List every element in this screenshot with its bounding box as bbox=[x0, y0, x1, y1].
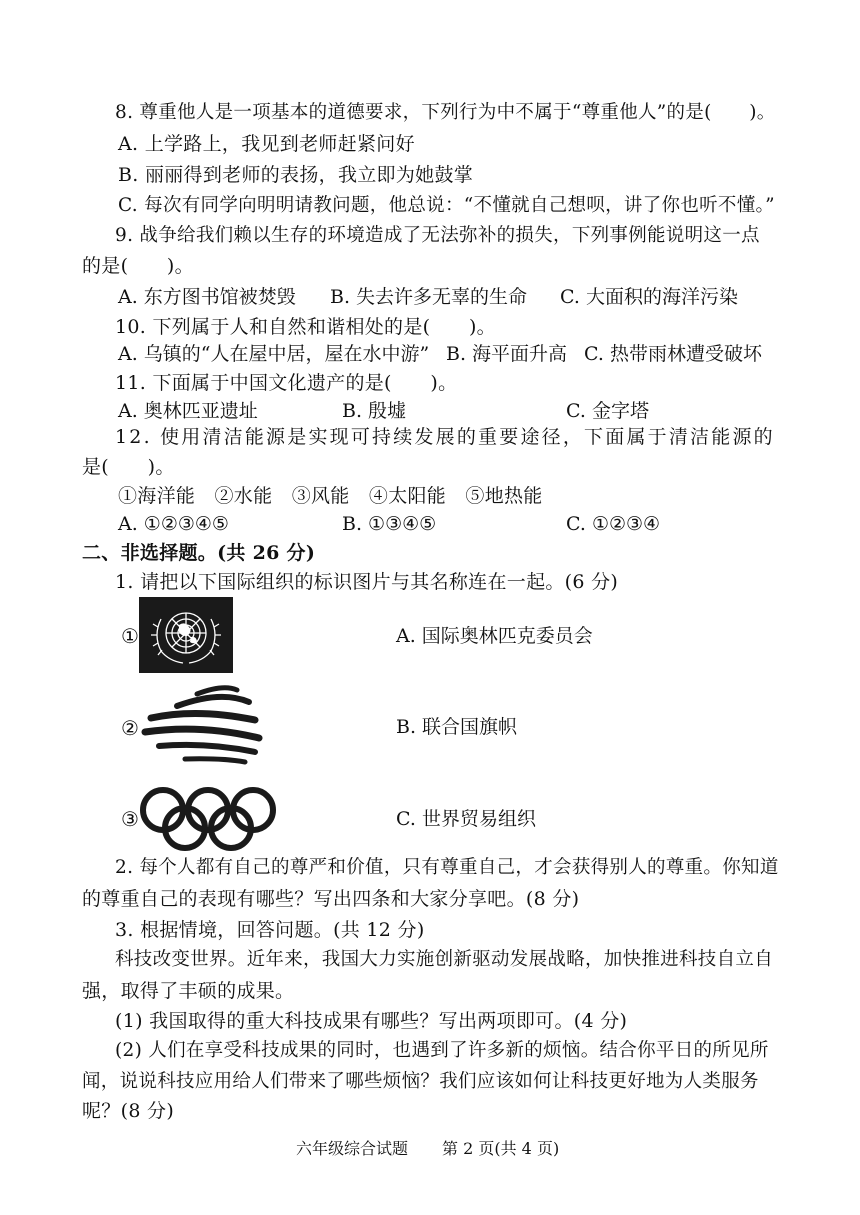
match-marker-2: ② bbox=[121, 716, 139, 740]
q11-option-b: B. 殷墟 bbox=[342, 400, 407, 422]
s2-q3-sub1: (1) 我国取得的重大科技成果有哪些？写出两项即可。(4 分) bbox=[115, 1010, 628, 1032]
wto-logo-icon[interactable] bbox=[137, 682, 267, 770]
s2-q3-stem: 3. 根据情境，回答问题。(共 12 分) bbox=[115, 919, 425, 941]
q12-option-b: B. ①③④⑤ bbox=[342, 513, 437, 535]
q12-option-a: A. ①②③④⑤ bbox=[118, 513, 229, 535]
un-emblem-icon[interactable] bbox=[139, 597, 233, 673]
match-name-a: A. 国际奥林匹克委员会 bbox=[396, 625, 593, 647]
s2-q3-context-line-1: 科技改变世界。近年来，我国大力实施创新驱动发展战略，加快推进科技自立自 bbox=[115, 949, 774, 970]
q11-option-c: C. 金字塔 bbox=[566, 400, 649, 422]
s2-q2-line-1: 2. 每个人都有自己的尊严和价值，只有尊重自己，才会获得别人的尊重。你知道 bbox=[115, 857, 779, 878]
q12-stem-line-2: 是( )。 bbox=[82, 456, 175, 478]
s2-q3-context-line-2: 强，取得了丰硕的成果。 bbox=[82, 980, 295, 1002]
olympic-rings-icon[interactable] bbox=[139, 786, 277, 852]
q10-stem: 10. 下列属于人和自然和谐相处的是( )。 bbox=[115, 316, 496, 338]
q11-option-a: A. 奥林匹亚遗址 bbox=[118, 400, 258, 422]
q12-option-c: C. ①②③④ bbox=[566, 513, 661, 535]
q10-option-b: B. 海平面升高 bbox=[446, 343, 568, 365]
s2-q2-line-2: 的尊重自己的表现有哪些？写出四条和大家分享吧。(8 分) bbox=[82, 888, 580, 910]
match-name-c: C. 世界贸易组织 bbox=[396, 808, 536, 830]
q8-option-c: C. 每次有同学向明明请教问题，他总说：“不懂就自己想呗，讲了你也听不懂。” bbox=[118, 195, 775, 216]
q12-energy-items: ①海洋能 ②水能 ③风能 ④太阳能 ⑤地热能 bbox=[118, 485, 543, 507]
q12-stem-line-1: 12. 使用清洁能源是实现可持续发展的重要途径，下面属于清洁能源的 bbox=[115, 426, 775, 448]
section-2-heading: 二、非选择题。(共 26 分) bbox=[82, 542, 316, 564]
q9-option-c: C. 大面积的海洋污染 bbox=[560, 286, 738, 308]
q8-option-a: A. 上学路上，我见到老师赶紧问好 bbox=[118, 133, 415, 155]
footer-exam-title: 六年级综合试题 bbox=[296, 1139, 409, 1158]
match-name-b: B. 联合国旗帜 bbox=[396, 716, 518, 738]
s2-q3-sub2-line-3: 呢？(8 分) bbox=[82, 1100, 175, 1122]
match-marker-3: ③ bbox=[121, 807, 139, 831]
q8-option-b: B. 丽丽得到老师的表扬，我立即为她鼓掌 bbox=[118, 164, 474, 186]
s2-q1-stem: 1. 请把以下国际组织的标识图片与其名称连在一起。(6 分) bbox=[115, 571, 619, 593]
match-marker-1: ① bbox=[121, 624, 139, 648]
q10-option-a: A. 乌镇的“人在屋中居，屋在水中游” bbox=[118, 343, 430, 365]
q9-option-a: A. 东方图书馆被焚毁 bbox=[118, 286, 296, 308]
q8-stem: 8. 尊重他人是一项基本的道德要求，下列行为中不属于“尊重他人”的是( )。 bbox=[115, 102, 776, 123]
q9-option-b: B. 失去许多无辜的生命 bbox=[330, 286, 528, 308]
q11-stem: 11. 下面属于中国文化遗产的是( )。 bbox=[115, 372, 458, 394]
footer-page-number: 第 2 页(共 4 页) bbox=[442, 1139, 560, 1158]
s2-q3-sub2-line-1: (2) 人们在享受科技成果的同时，也遇到了许多新的烦恼。结合你平日的所见所 bbox=[115, 1040, 769, 1061]
q9-stem-line-1: 9. 战争给我们赖以生存的环境造成了无法弥补的损失，下列事例能说明这一点 bbox=[115, 225, 760, 246]
s2-q3-sub2-line-2: 闻，说说科技应用给人们带来了哪些烦恼？我们应该如何让科技更好地为人类服务 bbox=[82, 1071, 759, 1092]
q9-stem-line-2: 的是( )。 bbox=[82, 255, 194, 277]
q10-option-c: C. 热带雨林遭受破坏 bbox=[584, 343, 762, 365]
